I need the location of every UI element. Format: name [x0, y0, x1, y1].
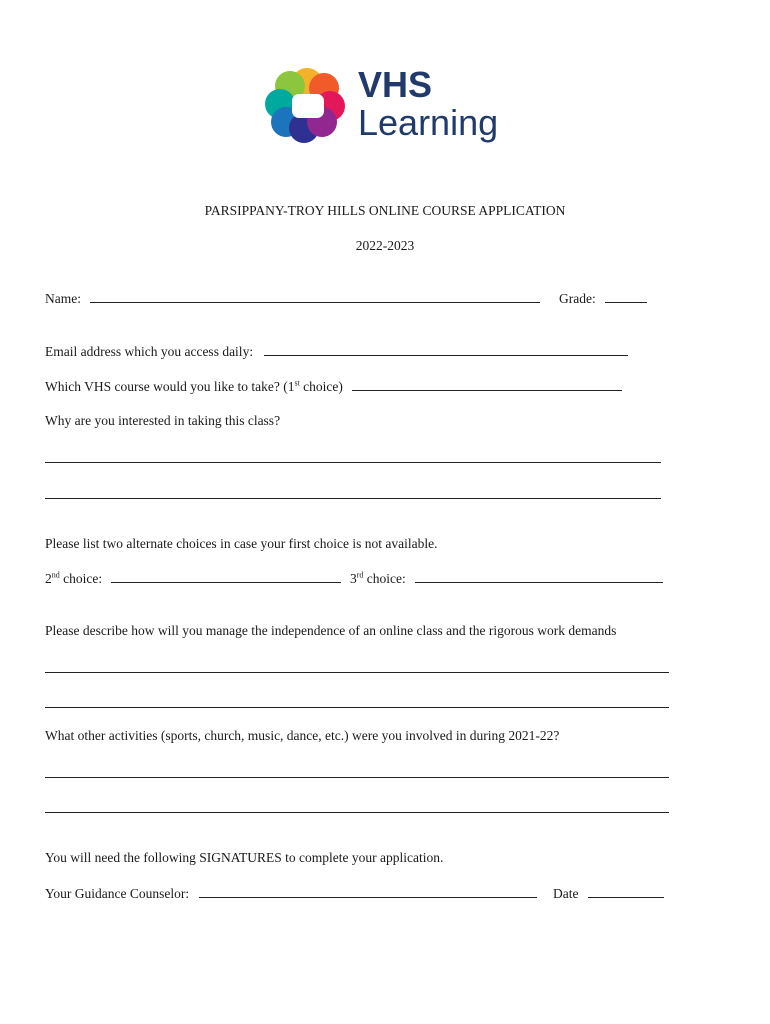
email-field[interactable] — [264, 343, 628, 356]
course-choice-field[interactable] — [352, 378, 622, 391]
independence-answer-line-1[interactable] — [45, 671, 669, 673]
logo-text-learning: Learning — [358, 102, 499, 143]
activities-answer-line-2[interactable] — [45, 811, 669, 813]
logo-text-vhs: VHS — [358, 64, 433, 105]
independence-label: Please describe how will you manage the independence of an online class and the rigorous work demands — [45, 623, 617, 638]
vhs-learning-logo — [262, 66, 522, 146]
why-label: Why are you interested in taking this class? — [45, 413, 281, 428]
grade-row — [559, 290, 647, 307]
activities-label: What other activities (sports, church, music, dance, etc.) were you involved in during 2021-22? — [45, 728, 560, 743]
school-year: 2022-2023 — [355, 238, 415, 253]
signatures-label: You will need the following SIGNATURES to complete your application. — [45, 850, 444, 865]
grade-field[interactable] — [605, 290, 647, 303]
date-field[interactable] — [588, 885, 664, 898]
counselor-signature-field[interactable] — [199, 885, 537, 898]
second-choice-label: 2nd choice: — [45, 570, 103, 586]
independence-answer-line-2[interactable] — [45, 706, 669, 708]
email-label: Email address which you access daily: — [45, 344, 254, 359]
second-choice-field[interactable] — [111, 570, 341, 583]
grade-label: Grade: — [559, 291, 596, 306]
activities-answer-line-1[interactable] — [45, 776, 669, 778]
third-choice-label: 3rd choice: — [350, 570, 406, 586]
why-answer-line-1[interactable] — [45, 461, 661, 463]
name-row — [45, 290, 540, 307]
second-choice-row — [45, 570, 341, 587]
page-title: PARSIPPANY-TROY HILLS ONLINE COURSE APPLICATION — [204, 203, 566, 218]
course-row — [45, 378, 622, 395]
why-answer-line-2[interactable] — [45, 497, 661, 499]
date-label: Date — [553, 886, 579, 901]
logo-mark-icon — [262, 66, 352, 146]
date-row — [553, 885, 664, 902]
email-row — [45, 343, 628, 360]
name-field[interactable] — [90, 290, 540, 303]
third-choice-field[interactable] — [415, 570, 663, 583]
counselor-row — [45, 885, 537, 902]
name-label: Name: — [45, 291, 81, 306]
counselor-label: Your Guidance Counselor: — [45, 886, 190, 901]
course-label: Which VHS course would you like to take? (1st choice) — [45, 378, 343, 394]
alternates-label: Please list two alternate choices in case your first choice is not available. — [45, 536, 438, 551]
third-choice-row — [350, 570, 663, 587]
